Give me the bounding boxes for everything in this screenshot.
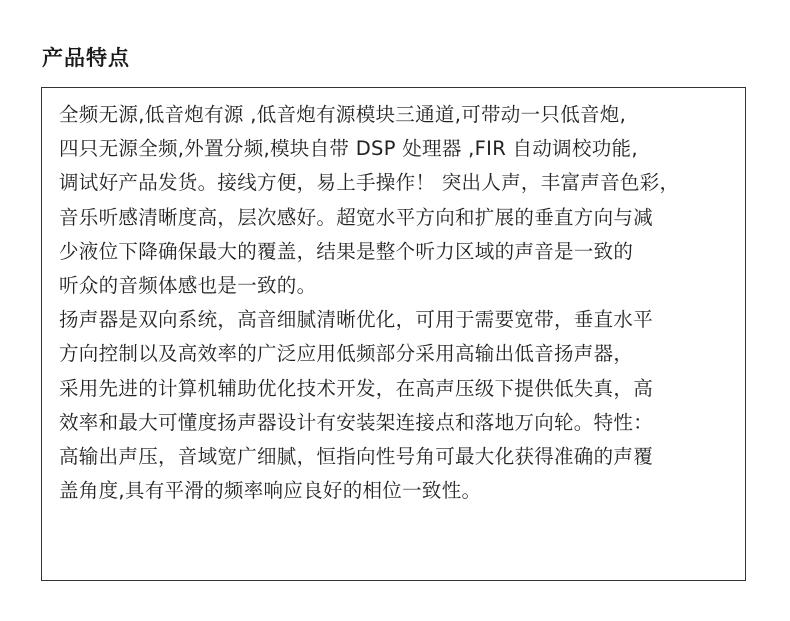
text-line: 全频无源,低音炮有源 ,低音炮有源模块三通道,可带动一只低音炮,	[59, 103, 627, 126]
text-line: 高输出声压，音域宽广细腻，恒指向性号角可最大化获得准确的声覆	[59, 445, 654, 469]
product-features-box	[41, 87, 746, 581]
text-line: 四只无源全频,外置分频,模块自带 DSP 处理器 ,FIR 自动调校功能,	[59, 137, 638, 161]
text-line: 盖角度,具有平滑的频率响应良好的相位一致性。	[59, 479, 482, 503]
text-line: 听众的音频体感也是一致的。	[59, 274, 317, 298]
text-line: 采用先进的计算机辅助优化技术开发，在高声压级下提供低失真，高	[59, 376, 654, 400]
section-title: 产品特点	[42, 46, 130, 71]
paragraph-2	[59, 303, 733, 508]
text-line: 扬声器是双向系统，高音细腻清晰优化，可用于需要宽带，垂直水平	[59, 308, 654, 332]
paragraph-1	[59, 98, 733, 303]
text-line: 调试好产品发货。接线方便，易上手操作！ 突出人声，丰富声音色彩，	[59, 171, 680, 195]
text-line: 效率和最大可懂度扬声器设计有安装架连接点和落地万向轮。特性：	[59, 410, 654, 434]
text-line: 方向控制以及高效率的广泛应用低频部分采用高输出低音扬声器，	[59, 342, 634, 366]
text-line: 少液位下降确保最大的覆盖，结果是整个听力区域的声音是一致的	[59, 239, 634, 263]
text-line: 音乐听感清晰度高，层次感好。超宽水平方向和扩展的垂直方向与减	[59, 205, 654, 229]
